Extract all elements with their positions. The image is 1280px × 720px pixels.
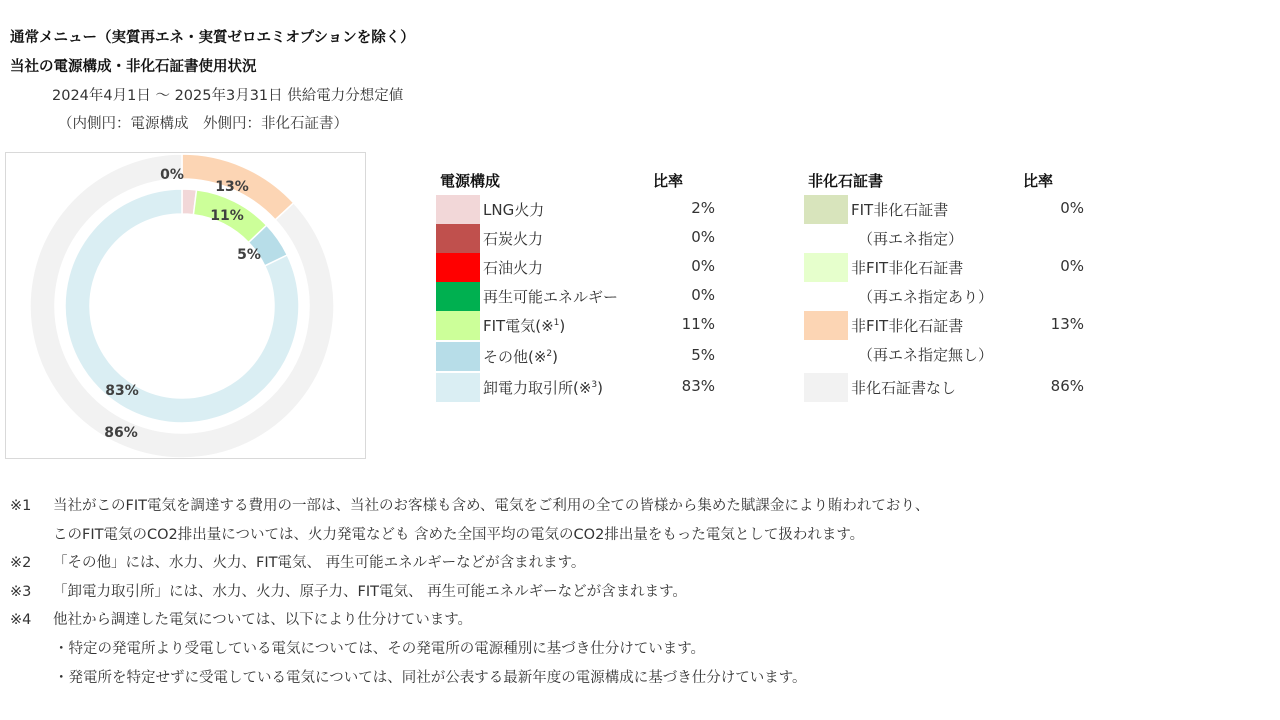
power-label-2: 石油火力 — [483, 259, 544, 277]
certificate-swatch-0 — [804, 195, 848, 224]
footnote-mark: ※2 — [10, 555, 32, 572]
footnote-text: 当社がこのFIT電気を調達する費用の一部は、当社のお客様も含め、電気をご利用の全ての皆様から集めた賦課金により賄われており、 — [53, 498, 930, 514]
power-swatch-3 — [436, 282, 480, 311]
power-swatch-6 — [436, 373, 480, 402]
menu-title: 通常メニュー（実質再エネ・実質ゼロエミオプションを除く） — [10, 30, 415, 46]
certificate-label-1: 非FIT非化石証書 — [851, 259, 964, 277]
certificate-value-3: 86% — [1050, 377, 1084, 395]
footnote-text: 「その他」には、水力、火力、FIT電気、 再生可能エネルギーなどが含まれます。 — [53, 555, 586, 572]
donut-chart — [6, 153, 365, 458]
certificate-value-1: 0% — [1060, 257, 1084, 275]
power-value-1: 0% — [691, 228, 715, 246]
certificate-label-3: 非化石証書なし — [851, 379, 957, 397]
footnotes — [10, 492, 1240, 692]
power-value-2: 0% — [691, 257, 715, 275]
footnote-text: このFIT電気のCO2排出量については、火力発電なども 含めた全国平均の電気のCO2排出量をもった電気として扱われます。 — [53, 526, 865, 543]
footnote-mark: ※1 — [10, 498, 32, 514]
inner-label-4: 11% — [210, 208, 244, 224]
certificate-swatch-2 — [804, 311, 848, 340]
inner-label-5: 5% — [237, 247, 261, 263]
outer-label-0: 0% — [160, 167, 184, 183]
certificate-swatch-3 — [804, 373, 848, 402]
footnote-mark: ※3 — [10, 583, 32, 600]
power-swatch-0 — [436, 195, 480, 224]
power-swatch-2 — [436, 253, 480, 282]
certificate-ratio-header: 比率 — [1023, 172, 1054, 190]
ring-note: （内側円：電源構成 外側円：非化石証書） — [58, 116, 348, 132]
power-label-0: LNG火力 — [483, 201, 545, 219]
certificate-header: 非化石証書 — [808, 172, 884, 190]
certificate-swatch-1 — [804, 253, 848, 282]
power-label-6: 卸電力取引所(※$^3$) — [483, 379, 604, 397]
certificate-sublabel-0: （再エネ指定） — [858, 230, 964, 248]
certificate-value-0: 0% — [1060, 199, 1084, 217]
footnote-text: 「卸電力取引所」には、水力、火力、原子力、FIT電気、 再生可能エネルギーなどが含まれます。 — [53, 583, 687, 600]
donut-chart-frame — [5, 152, 366, 459]
power-label-5: その他(※$^2$) — [483, 348, 559, 366]
power-swatch-4 — [436, 311, 480, 340]
power-label-1: 石炭火力 — [483, 230, 544, 248]
section-title: 当社の電源構成・非化石証書使用状況 — [10, 59, 257, 75]
power-label-3: 再生可能エネルギー — [483, 288, 619, 306]
footnote-bullet: ・発電所を特定せずに受電している電気については、同社が公表する最新年度の電源構成に基づき仕分けています。 — [54, 669, 807, 686]
certificate-sublabel-1: （再エネ指定あり） — [858, 288, 994, 306]
outer-label-2: 13% — [215, 179, 249, 195]
certificate-value-2: 13% — [1050, 315, 1084, 333]
outer-label-3: 86% — [104, 425, 138, 441]
footnote-bullet: ・特定の発電所より受電している電気については、その発電所の電源種別に基づき仕分けています。 — [54, 640, 706, 657]
power-source-header: 電源構成 — [440, 172, 501, 190]
footnote-mark: ※4 — [10, 612, 32, 629]
power-label-4: FIT電気(※$^1$) — [483, 317, 566, 335]
certificate-label-0: FIT非化石証書 — [851, 201, 949, 219]
certificate-sublabel-2: （再エネ指定無し） — [858, 346, 994, 364]
certificate-label-2: 非FIT非化石証書 — [851, 317, 964, 335]
power-value-0: 2% — [691, 199, 715, 217]
power-value-6: 83% — [681, 377, 715, 395]
power-swatch-1 — [436, 224, 480, 253]
power-value-5: 5% — [691, 346, 715, 364]
power-swatch-5 — [436, 342, 480, 371]
power-value-3: 0% — [691, 286, 715, 304]
power-value-4: 11% — [681, 315, 715, 333]
footnote-text: 他社から調達した電気については、以下により仕分けています。 — [53, 612, 473, 629]
power-ratio-header: 比率 — [653, 172, 684, 190]
period-text: 2024年4月1日 〜 2025年3月31日 供給電力分想定値 — [52, 88, 404, 104]
inner-label-6: 83% — [105, 383, 139, 399]
